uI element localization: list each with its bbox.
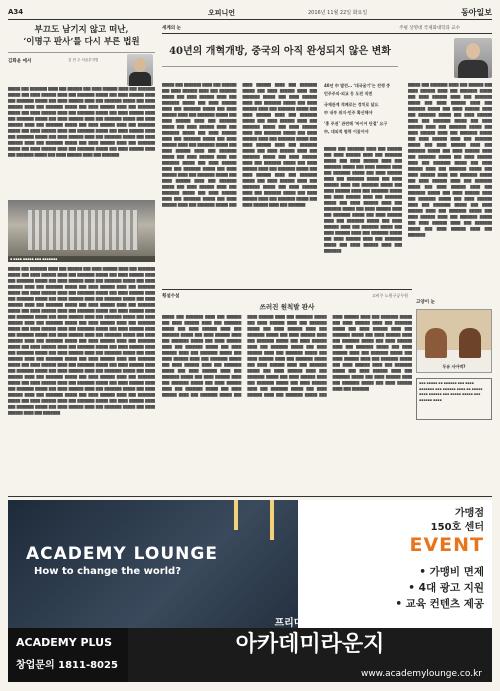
pull-quote-box (324, 82, 402, 135)
ad-main-title: 아카데미라운지 (235, 632, 385, 657)
columnist-name: 주평 상명대 국제화대학과 교수 (399, 26, 460, 31)
advertisement[interactable] (8, 500, 492, 682)
pull-quote-4: 中 내부 위지·민주 확산해야 (324, 109, 373, 115)
issue-date: 2016년 11월 22일 화요일 (308, 10, 368, 16)
left-headline (8, 24, 155, 53)
author-caption: 김 현 주 서울부지법 (68, 58, 99, 62)
page-number: A34 (8, 8, 24, 16)
ad-headline-1: 가맹점 (455, 508, 484, 519)
ad-title-panel (128, 618, 492, 682)
ad-plus-brand: ACADEMY PLUS (16, 636, 113, 649)
ad-lounge-photo (8, 500, 298, 628)
ad-pre-title: 프리미엄 독서실 (274, 618, 346, 629)
essay-label: 횡설수설 (162, 294, 180, 299)
pull-quote-5: ‘홍 주권’ 관련해 ‘바이어 단결’ 요구 (324, 121, 388, 126)
ad-slogan: How to change the world? (34, 566, 182, 577)
pull-quote-6: 中, 대외적 협력 이끌어야 (324, 128, 369, 134)
left-column (8, 24, 155, 490)
left-headline-line-2: ‘이명구 판사’를 다시 부른 법원 (23, 37, 140, 47)
ad-bullet-3: • 교육 컨텐츠 제공 (395, 598, 484, 610)
main-headline: 40년의 개혁개방, 중국의 아직 완성되지 않은 변화 (162, 44, 398, 67)
ad-phone: 창업문의 1811-8025 (16, 660, 118, 671)
pull-quote-1: 40년 中 발전… ‘대국굴기’는 전쟁 중 (324, 83, 391, 88)
court-photo: ▪ ▪▪▪▪ ▪▪▪▪▪ ▪▪▪ ▪▪▪▪▪▪▪ (8, 200, 155, 262)
ad-divider (8, 496, 492, 497)
author-row (8, 56, 155, 86)
main-body-text-2: █████ ███ ███████ ████ ███ ██████ ███ ████ ██████ ████ ███ ███████ █████ ███ ████ ██████ ████ ███ ███████ █████ ███ ████ ██████ ████ ███ ███████ █████ ███ ████ ██████ ████ ███ ███████ █████ ███ ████ ██████ ████ ███ ███████ █████ ███ ████ ██████ ████ ███ ███████ █████ ███ ████ ██████ ████ ███ ███████ █████ ███ ████ ██████ ████ ███ ███████ █████ ███ ████ ██████ ████ ███ ███████ █████ ███ ████ ██████ ████ ███ ███████ █████ ███ ████ ██████ ████ ███ ███████ █████ ███ ████ ██████ ████ ███ ███████ █████ ███ ████ ██████ ████ ███ ███████ █████ ███ ████ ██████ ████ ███ ███████ (324, 147, 402, 253)
left-body-text-2: █████ ███ ███████ ████ ███ ██████ ███ ████ ██████ ████ ███ ███████ █████ ███ ████ ██████ ████ ███ ███████ █████ ███ ████ ██████ ████ ███ ███████ █████ ███ ████ ██████ ████ ███ ███████ █████ ███ ████ ██████ ████ ███ ███████ █████ ███ ████ ██████ ████ ███ ███████ █████ ███ ████ ██████ ████ ███ ███████ █████ ███ ████ ██████ ████ ███ ███████ █████ ███ ████ ██████ ████ ███ ███████ █████ ███ ████ ██████ ████ ███ ███████ █████ ███ ████ ██████ ████ ███ ███████ █████ ███ ████ ██████ ████ ███ ███████ █████ ███ ████ ██████ ████ ███ ███████ █████ ███ ████ ██████ ████ ███ ███████ █████ ███ ████ ██████ ████ ███ ███████ █████ ███ ████ ██████ ████ ███ ███████ █████ ███ ████ ██████ ████ ███ ███████ █████ ███ ████ ██████ ████ ███ ███████ █████ ███ ████ ██████ ████ ███ ███████ █████ ███ ████ ██████ ████ ███ ███████ █████ ███ ████ ██████ ████ ███ ███████ █████ ███ ████ ██████ ████ ███ ███████ █████ ███ ████ ██████ ████ ███ ███████ █████ ███ ████ ██████ ████ ███ ███████ █████ ███ ████ ██████ ████ ███ ███████ █████ ███ ████ ██████ ████ ███ ███████ █████ ███ ████ ██████ ████ ███ ███████ █████ ███ ████ ██████ ████ ███ ███████ █████ ███ ████ ██████ ████ ███ ███████ █████ ███ ████ ██████ ████ ███ ███████ █████ ███ ████ ██████ ████ ███ ███████ █████ ███ ████ ██████ ████ ███ ███████ █████ ███ ████ ██████ ████ ███ ███████ █████ ███ ████ ██████ ████ ███ ███████ █████ ███ ████ ██████ ████ ███ ███████ █████ ███ ████ ██████ ████ ███ ███████ █████ ███ ████ ██████ ████ ███ ███████ █████ ███ ████ ██████ ████ ███ ███████ █████ ███ ████ ██████ ████ ███ ███████ █████ ███ ████ ██████ ████ ███ ███████ (8, 267, 155, 415)
ad-bullet-2: • 4대 광고 지원 (408, 582, 484, 594)
left-headline-line-1: 부끄도 남기지 않고 떠난, (34, 25, 129, 35)
cartoon-label: 고양이 눈 (416, 300, 435, 305)
ad-event-panel (298, 500, 492, 628)
cartoon-caption: 두유 사아먹? (442, 364, 466, 369)
ad-headline-2: 150호 센터 (430, 522, 484, 533)
columnist-portrait (454, 38, 492, 78)
column-label-row (162, 24, 492, 34)
left-body-text-1: █████ ███ ███████ ████ ███ ██████ ███ ████ ██████ ████ ███ ███████ █████ ███ ████ ██████ ████ ███ ███████ █████ ███ ████ ██████ ████ ███ ███████ █████ ███ ████ ██████ ████ ███ ███████ █████ ███ ████ ██████ ████ ███ ███████ █████ ███ ████ ██████ ████ ███ ███████ █████ ███ ████ ██████ ████ ███ ███████ █████ ███ ████ ██████ ████ ███ ███████ █████ ███ ████ ██████ ████ ███ ███████ █████ ███ ████ ██████ ████ ███ ███████ █████ ███ ████ ██████ ████ ███ ███████ █████ ███ ████ ██████ ████ ███ ███████ █████ ███ ████ ██████ ████ ███ ███████ █████ ███ ████ ██████ ████ ███ ███████ █████ ███ ████ ██████ ████ ███ ███████ █████ ███ ████ ██████ ████ ███ ███████ █████ ███ ████ ██████ ████ ███ ███████ █████ ███ ████ ██████ ████ ███ ███████ █████ ███ ████ ██████ ████ ███ ███████ (8, 87, 155, 157)
essay-author: 고비주 노원구공무원 (371, 293, 408, 298)
author-name: 김화윤 에서 (8, 59, 32, 64)
section-title: 오피니언 (208, 9, 236, 17)
essay-body-text: █████ ███ ███████ ████ ███ ██████ ███ ████ ██████ ████ ███ ███████ █████ ███ ████ ██████ ████ ███ ███████ █████ ███ ████ ██████ ████ ███ ███████ █████ ███ ████ ██████ ████ ███ ███████ █████ ███ ████ ██████ ████ ███ ███████ █████ ███ ████ ██████ ████ ███ ███████ █████ ███ ████ ██████ ████ ███ ███████ █████ ███ ████ ██████ ████ ███ ███████ █████ ███ ████ ██████ ████ ███ ███████ █████ ███ ████ ██████ ████ ███ ███████ █████ ███ ████ ██████ ████ ███ ███████ █████ ███ ████ ██████ ████ ███ ███████ █████ ███ ████ ██████ ████ ███ ███████ █████ ███ ████ ██████ ████ ███ ███████ █████ ███ ████ ██████ ████ ███ ███████ █████ ███ ████ ██████ ████ ███ ███████ █████ ███ ████ ██████ ████ ███ ███████ █████ ███ ████ ██████ ████ ███ ███████ █████ ███ ████ ██████ ████ ███ ███████ █████ ███ ████ ██████ ████ ███ ███████ █████ ███ ████ ██████ ████ ███ ███████ █████ ███ ████ ██████ ████ ███ ███████ █████ ███ ████ ██████ ████ ███ ███████ █████ ███ ████ ██████ ████ ███ ███████ █████ ███ ████ ██████ ████ ███ ███████ █████ ███ ████ ██████ ████ ███ ███████ █████ ███ ████ ██████ ████ ███ ███████ █████ ███ ████ ██████ ████ ███ ███████ █████ ███ ████ ██████ ████ ███ ███████ █████ ███ ████ ██████ ████ ███ ███████ █████ ███ ████ ██████ ████ ███ ███████ █████ ███ ████ ██████ ████ ███ ███████ █████ ███ ████ ██████ ████ ███ ███████ █████ ███ ████ ██████ ████ ███ ███████ (162, 315, 412, 397)
ad-brand: ACADEMY LOUNGE (26, 544, 218, 564)
author-portrait (127, 54, 153, 86)
notice-box: ▪▪▪ ▪▪▪▪▪ ▪▪ ▪▪▪▪▪▪ ▪▪▪ ▪▪▪▪ ▪▪▪▪▪▪▪ ▪▪▪ ▪▪▪▪▪▪ ▪▪▪▪ ▪▪ ▪▪▪▪▪ ▪▪▪▪ ▪▪▪▪▪▪ ▪▪▪ ▪▪▪▪▪ ▪▪▪▪▪ ▪▪▪ ▪▪▪▪▪▪ ▪▪▪▪ (416, 378, 492, 420)
ad-event-title: EVENT (409, 534, 484, 556)
ad-url[interactable]: www.academylounge.co.kr (360, 669, 482, 679)
pull-quote-3: 국제관계 격폐로는 정치로 달요 (324, 102, 379, 107)
essay-box (162, 289, 412, 431)
main-body-text-1: █████ ███ ███████ ████ ███ ██████ ███ ████ ██████ ████ ███ ███████ █████ ███ ████ ██████ ████ ███ ███████ █████ ███ ████ ██████ ████ ███ ███████ █████ ███ ████ ██████ ████ ███ ███████ █████ ███ ████ ██████ ████ ███ ███████ █████ ███ ████ ██████ ████ ███ ███████ █████ ███ ████ ██████ ████ ███ ███████ █████ ███ ████ ██████ ████ ███ ███████ █████ ███ ████ ██████ ████ ███ ███████ █████ ███ ████ ██████ ████ ███ ███████ █████ ███ ████ ██████ ████ ███ ███████ █████ ███ ████ ██████ ████ ███ ███████ █████ ███ ████ ██████ ████ ███ ███████ █████ ███ ████ ██████ ████ ███ ███████ █████ ███ ████ ██████ ████ ███ ███████ █████ ███ ████ ██████ ████ ███ ███████ █████ ███ ████ ██████ ████ ███ ███████ █████ ███ ████ ██████ ████ ███ ███████ █████ ███ ████ ██████ ████ ███ ███████ █████ ███ ████ ██████ ████ ███ ███████ █████ ███ ████ ██████ ████ ███ ███████ █████ ███ ████ ██████ ████ ███ ███████ █████ ███ ████ ██████ ████ ███ ███████ █████ ███ ████ ██████ ████ ███ ███████ █████ ███ ████ ██████ ████ ███ ███████ █████ ███ ████ ██████ ████ ███ ███████ █████ ███ ████ ██████ ████ ███ ███████ █████ ███ ████ ██████ ████ ███ ███████ █████ ███ ████ ██████ ████ ███ ███████ █████ ███ ████ ██████ ████ ███ ███████ █████ ███ ████ ██████ ████ ███ ███████ █████ ███ ████ ██████ ████ ███ ███████ █████ ███ ████ ██████ ████ ███ ███████ (162, 83, 317, 207)
column-label: 세계의 눈 (162, 26, 181, 31)
main-body-text-3: █████ ███ ███████ ████ ███ ██████ ███ ████ ██████ ████ ███ ███████ █████ ███ ████ ██████ ████ ███ ███████ █████ ███ ████ ██████ ████ ███ ███████ █████ ███ ████ ██████ ████ ███ ███████ █████ ███ ████ ██████ ████ ███ ███████ █████ ███ ████ ██████ ████ ███ ███████ █████ ███ ████ ██████ ████ ███ ███████ █████ ███ ████ ██████ ████ ███ ███████ █████ ███ ████ ██████ ████ ███ ███████ █████ ███ ████ ██████ ████ ███ ███████ █████ ███ ████ ██████ ████ ███ ███████ █████ ███ ████ ██████ ████ ███ ███████ █████ ███ ████ ██████ ████ ███ ███████ █████ ███ ████ ██████ ████ ███ ███████ █████ ███ ████ ██████ ████ ███ ███████ █████ ███ ████ ██████ ████ ███ ███████ █████ ███ ████ ██████ ████ ███ ███████ █████ ███ ████ ██████ ████ ███ ███████ █████ ███ ████ ██████ ████ ███ ███████ █████ ███ ████ ██████ ████ ███ ███████ █████ ███ ████ ██████ ████ ███ ███████ (408, 83, 492, 237)
essay-headline: 쓰러진 원칙발 판사 (259, 303, 315, 311)
page-header (8, 6, 492, 20)
newspaper-logo: 동아일보 (461, 7, 492, 17)
cartoon-image (416, 309, 492, 373)
right-column-area (162, 24, 492, 424)
ad-contact-panel (8, 628, 128, 682)
ad-bullet-1: • 가맹비 면제 (419, 566, 484, 578)
pull-quote-2: 민주주의·외교 등 도전 직면 (324, 90, 373, 96)
